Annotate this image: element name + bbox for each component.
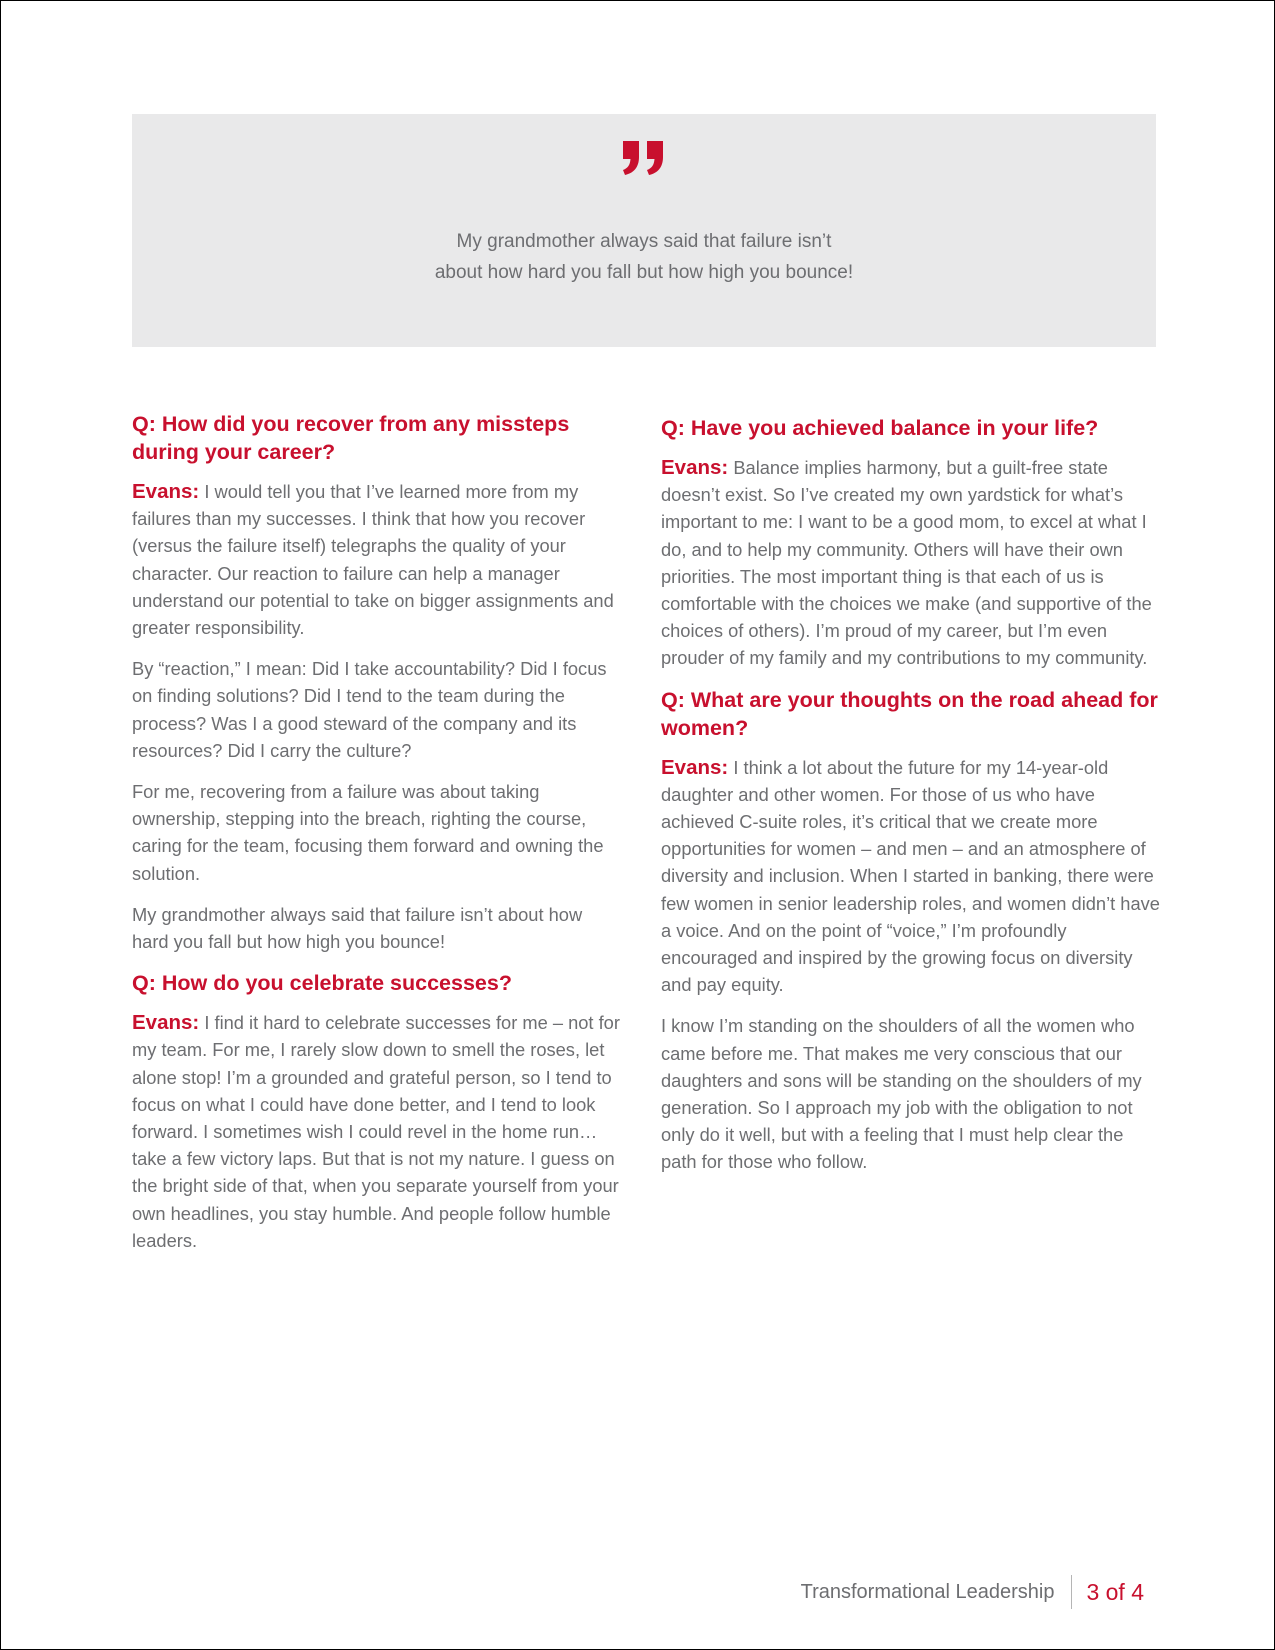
speaker-label: Evans: xyxy=(132,480,200,503)
answer-paragraph xyxy=(132,478,622,641)
right-column xyxy=(661,414,1161,1190)
footer-divider xyxy=(1071,1575,1072,1609)
answer-text: Balance implies harmony, but a guilt-free state doesn’t exist. So I’ve created my own yardstick for what’s important to me: I want to be a good mom, to excel at what I do, and to help my community. Others will have their own priorities. The most important thing is that each of us is comfortable with the choices we make (and supportive of the choices of others). I’m proud of my career, but I’m even prouder of my family and my contributions to my community. xyxy=(661,457,1152,669)
paragraph: For me, recovering from a failure was about taking ownership, stepping into the breach, righting the course, caring for the team, focusing them forward and owning the solution. xyxy=(132,781,604,884)
speaker-label: Evans: xyxy=(132,1011,200,1035)
pull-quote-line-1: My grandmother always said that failure isn’t xyxy=(456,231,832,252)
pull-quote-line-2: about how hard you fall but how high you bounce! xyxy=(434,262,854,283)
question-heading-celebrate: Q: How do you celebrate successes? xyxy=(132,971,512,996)
quote-mark-icon xyxy=(132,140,1156,200)
answer-text: I think a lot about the future for my 14-year-old daughter and other women. For those of us who have achieved C-suite roles, it’s critical that we create more opportunities for women – and men – and an atmosphere of diversity and inclusion. When I started in banking, there were few women in senior leadership roles, and women didn’t have a voice. And on the point of “voice,” I’m profoundly encouraged and inspired by the growing focus on diversity and pay equity. xyxy=(661,756,1160,996)
answer-paragraph xyxy=(132,1009,622,1254)
paragraph: I know I’m standing on the shoulders of all the women who came before me. That makes me very conscious that our daughters and sons will be standing on the shoulders of my generation. So I approach my job with the obligation to not only do it well, but with a feeling that I must help clear the path for those who follow. xyxy=(661,1015,1142,1173)
answer-text: I would tell you that I’ve learned more from my failures than my successes. I think that how you recover (versus the failure itself) telegraphs the quality of your character. Our reaction to failure can help a manager understand our potential to take on bigger assignments and greater responsibility. xyxy=(132,481,614,639)
left-column xyxy=(132,410,622,1268)
pull-quote-box xyxy=(132,114,1156,347)
answer-text: I find it hard to celebrate successes for me – not for my team. For me, I rarely slow down to smell the roses, let alone stop! I’m a grounded and grateful person, so I tend to focus on what I could have done better, and I tend to look forward. I sometimes wish I could revel in the home run…take a few victory laps. But that is not my nature. I guess on the bright side of that, when you separate yourself from your own headlines, you stay humble. And people follow humble leaders. xyxy=(132,1012,620,1251)
paragraph: My grandmother always said that failure isn’t about how hard you fall but how high you bounce! xyxy=(132,903,583,953)
answer-paragraph xyxy=(661,754,1161,999)
question-heading-missteps: Q: How did you recover from any missteps during your career? xyxy=(132,412,570,464)
question-heading-balance: Q: Have you achieved balance in your life? xyxy=(661,416,1099,440)
footer-title: Transformational Leadership xyxy=(800,1580,1055,1603)
speaker-label: Evans: xyxy=(661,755,729,779)
page-number: 3 of 4 xyxy=(1086,1578,1144,1605)
pull-quote-text xyxy=(132,226,1156,288)
question-heading-road-ahead: Q: What are your thoughts on the road ahead for women? xyxy=(661,687,1158,740)
page-footer xyxy=(801,1575,1144,1609)
paragraph: By “reaction,” I mean: Did I take accountability? Did I focus on finding solutions? Did I tend to the team during the process? Was I a good steward of the company and its resources? Did I carry the culture? xyxy=(132,658,607,761)
speaker-label: Evans: xyxy=(661,456,729,479)
answer-paragraph xyxy=(661,454,1161,672)
